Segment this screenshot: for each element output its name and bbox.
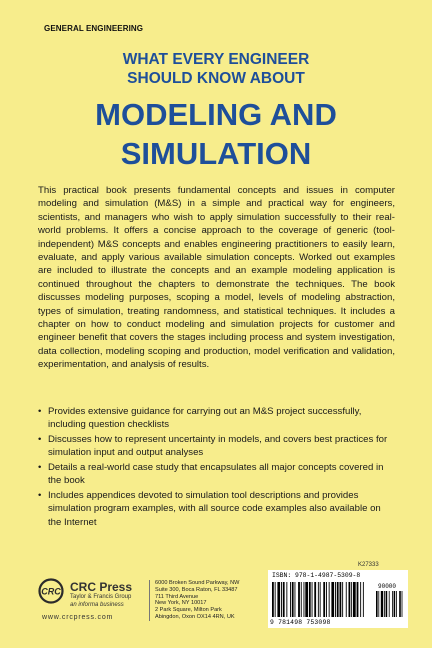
feature-text: Includes appendices devoted to simulation tool descriptions and provides simulation program examples, with all source code examples also available on the Internet [48,490,381,528]
crc-logo-icon [38,578,64,604]
book-title-line1: MODELING AND [95,97,337,132]
feature-item [38,433,395,460]
bullet-icon: • [38,490,42,501]
book-category: GENERAL ENGINEERING [44,24,144,33]
feature-item [38,405,395,432]
crc-logo-text: CRC [41,586,61,597]
publisher-group: Taylor & Francis Group [70,594,132,600]
bullet-icon: • [38,462,42,473]
addon-digits: 90000 [378,583,397,590]
barcode-panel [268,570,408,628]
series-kicker-line1: WHAT EVERY ENGINEER [122,51,310,68]
address-line: Abingdon, Oxon OX14 4RN, UK [155,613,235,620]
isbn-label: ISBN: 978-1-4987-5309-8 [272,572,361,579]
catalog-code: K27333 [358,562,379,568]
publisher-name: CRC Press [70,580,133,594]
feature-text: Discusses how to represent uncertainty in models, and covers best practices for simulation input and output analyses [48,434,388,459]
publisher-informa: an informa business [70,602,124,608]
bullet-icon: • [38,406,42,417]
feature-text: Details a real-world case study that encapsulates all major concepts covered in the book [48,462,384,487]
book-description: This practical book presents fundamental concepts and issues in computer modeling and simulation (M&S) in a simple and practical way for engineers, scientists, and managers who wish to apply simulation successfully to their real-world problems. It offers a concise approach to the coverage of generic (tool-independent) M&S concepts and enables engineering practitioners to easily learn, evaluate, and apply various available simulation concepts. Worked out examples are included to illustrate the concepts and an example modeling application is continued throughout the chapters to demonstrate the techniques. The book discusses modeling purposes, scoping a model, levels of modeling abstraction, types of simulation, treating randomness, and statistical techniques. It includes a chapter on how to conduct modeling and simulation projects for customer and engineer benefit that covers the stages including process and system investigation, data collection, modeling scoping and production, model verification and validation, experimentation, and analysis of results. [38,185,395,371]
address-line: 711 Third Avenue [155,593,199,600]
bullet-icon: • [38,434,42,445]
feature-item [38,489,395,529]
feature-item [38,461,395,488]
feature-list [38,405,395,530]
address-line: 2 Park Square, Milton Park [155,607,222,614]
book-title-line2: SIMULATION [120,136,312,171]
feature-text: Provides extensive guidance for carrying out an M&S project successfully, including question checklists [48,406,362,431]
publisher-addresses [149,580,275,621]
address-line: Suite 300, Boca Raton, FL 33487 [155,586,238,593]
address-line: 6000 Broken Sound Parkway, NW [155,580,240,586]
ean-digits: 9 781498 753098 [270,619,331,626]
publisher-url: www.crcpress.com [42,614,114,621]
address-line: New York, NY 10017 [155,600,207,607]
series-kicker-line2: SHOULD KNOW ABOUT [127,70,305,87]
